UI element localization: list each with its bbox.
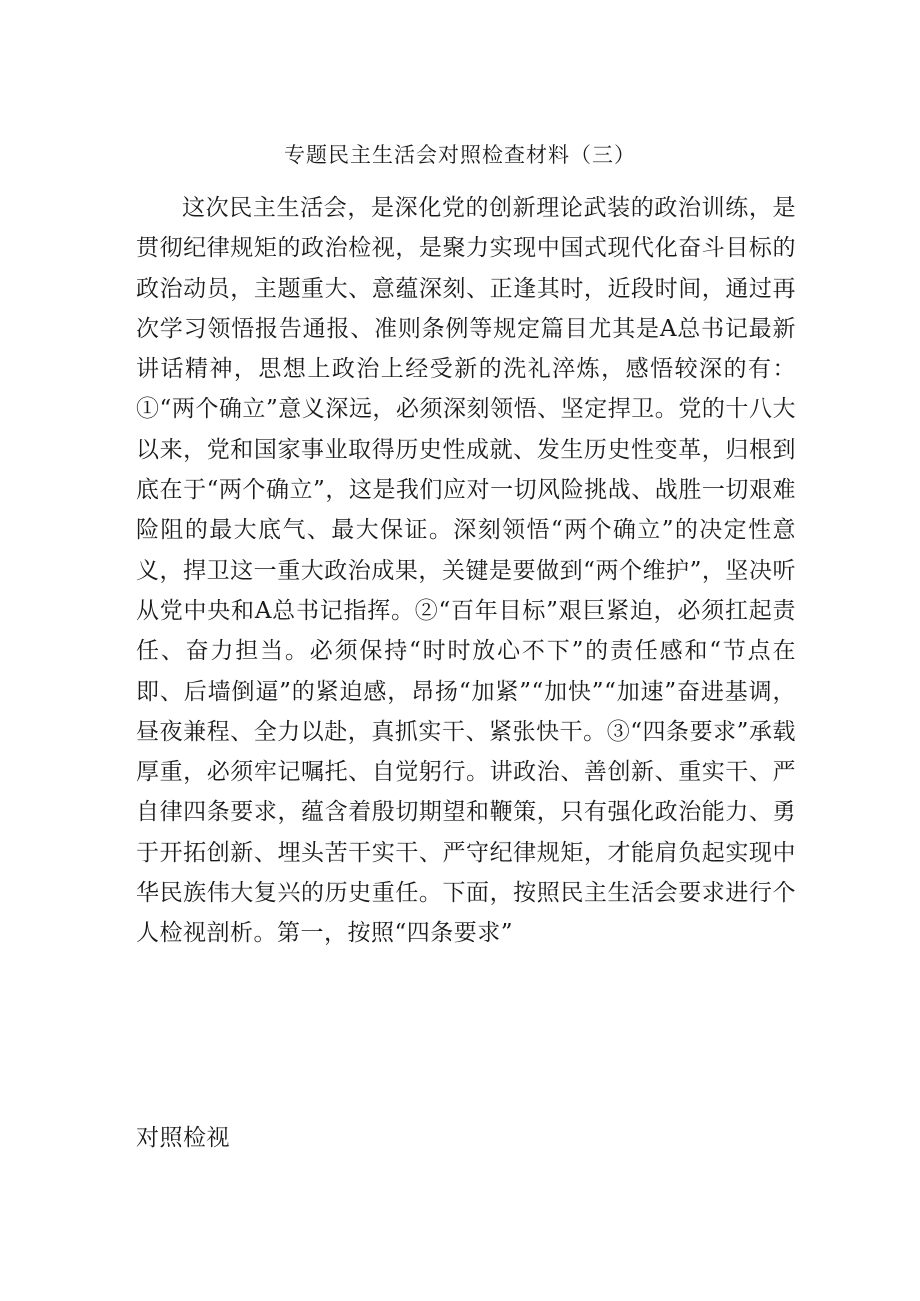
document-title: 专题民主生活会对照检查材料（三） [284, 143, 636, 167]
trailing-text: 对照检视 [136, 1125, 230, 1151]
body-paragraph: 这次民主生活会，是深化党的创新理论武装的政治训练，是贯彻纪律规矩的政治检视，是聚力实现中国式现代化奋斗目标的政治动员，主题重大、意蕴深刻、正逢其时，近段时间，通过再次学习领悟报告通报、准则条例等规定篇目尤其是A总书记最新讲话精神，思想上政治上经受新的洗礼淬炼，感悟较深的有：①“两个确立”意义深远，必须深刻领悟、坚定捍卫。党的十八大以来，党和国家事业取得历史性成就、发生历史性变革，归根到底在于“两个确立”，这是我们应对一切风险挑战、战胜一切艰难险阻的最大底气、最大保证。深刻领悟“两个确立”的决定性意义，捍卫这一重大政治成果，关键是要做到“两个维护”，坚决听从党中央和A总书记指挥。②“百年目标”艰巨紧迫，必须扛起责任、奋力担当。必须保持“时时放心不下”的责任感和“节点在即、后墙倒逼”的紧迫感，昂扬“加紧”“加快”“加速”奋进基调，昼夜兼程、全力以赴，真抓实干、紧张快干。③“四条要求”承载厚重，必须牢记嘱托、自觉躬行。讲政治、善创新、重实干、严自律四条要求，蕴含着殷切期望和鞭策，只有强化政治能力、勇于开拓创新、埋头苦干实干、严守纪律规矩，才能肩负起实现中华民族伟大复兴的历史重任。下面，按照民主生活会要求进行个人检视剖析。第一，按照“四条要求” [136, 195, 796, 947]
